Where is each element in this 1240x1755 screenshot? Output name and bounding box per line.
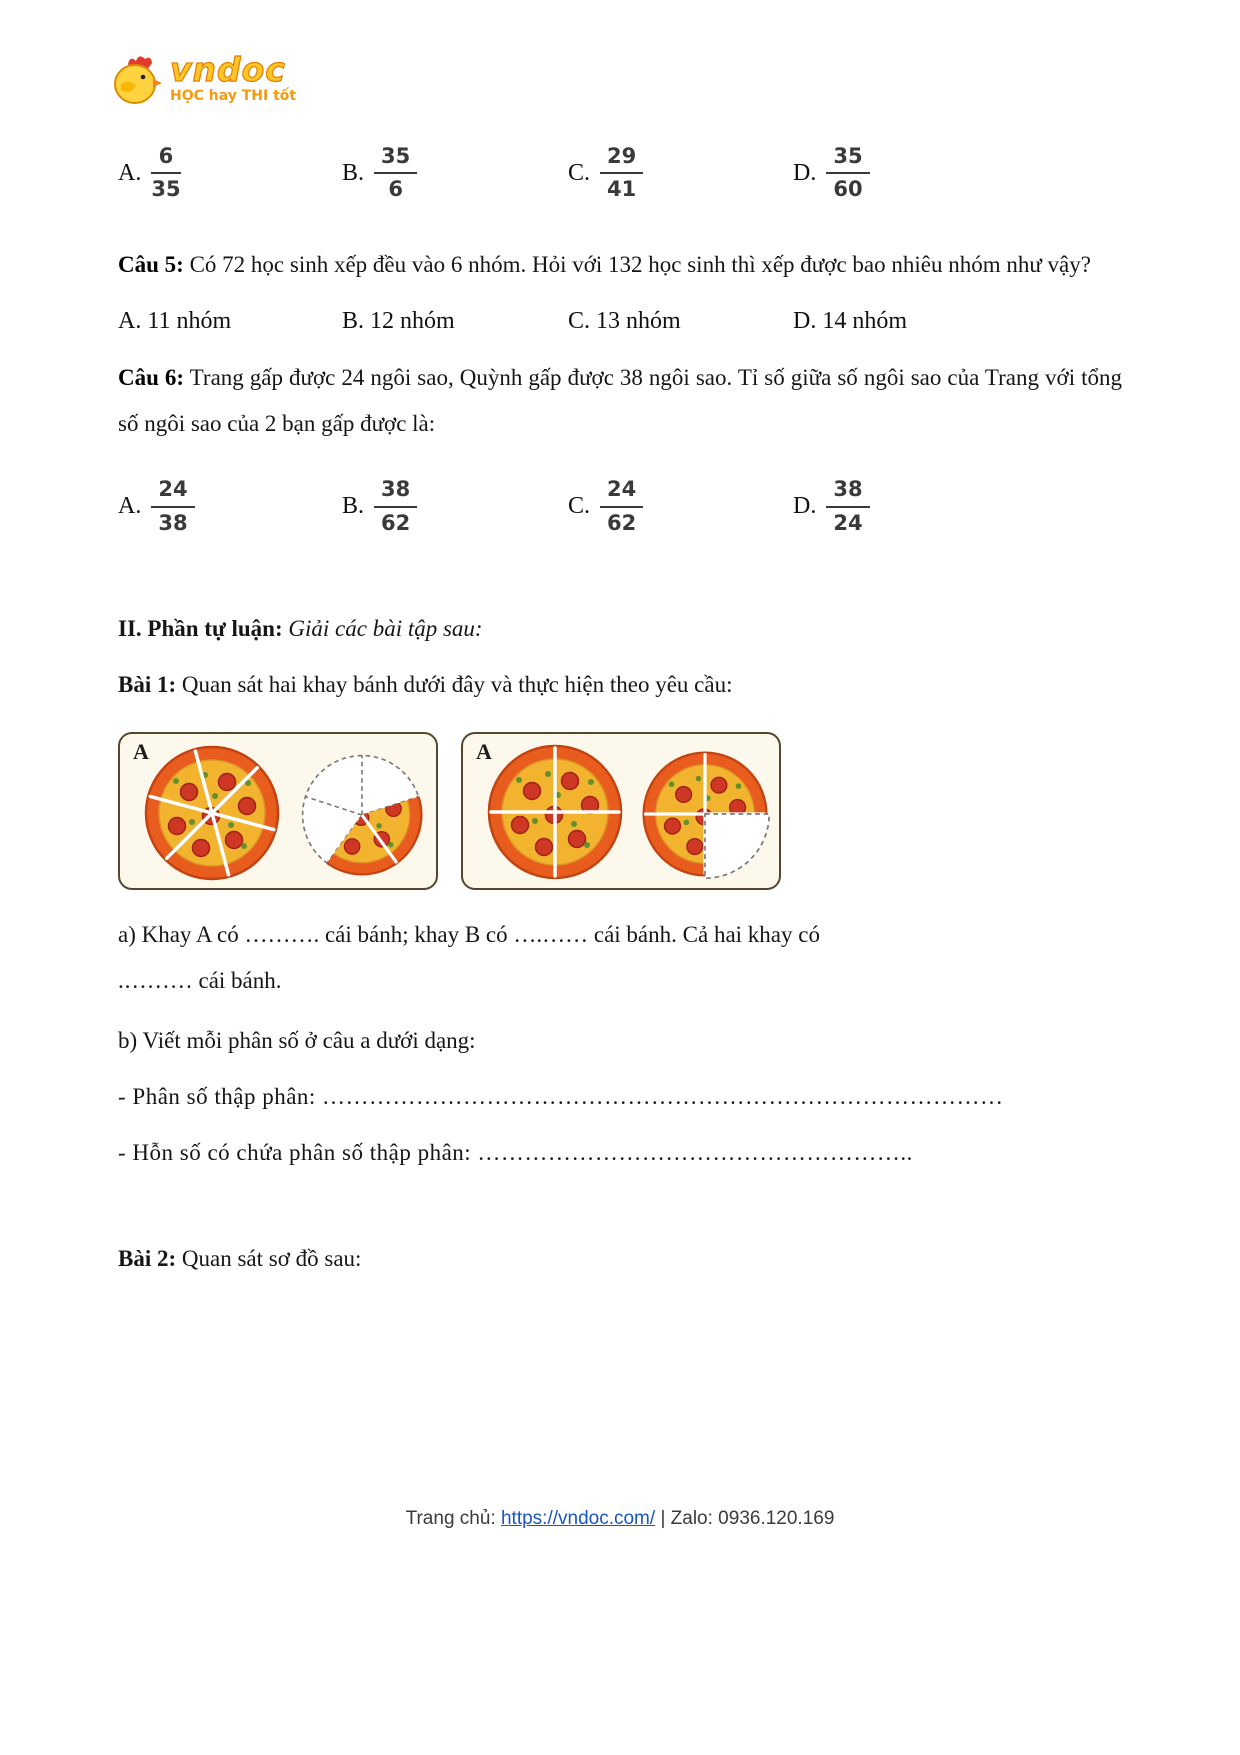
question-5-label: Câu 5: <box>118 252 184 278</box>
option-letter: A. <box>118 159 142 186</box>
vndoc-logo <box>110 0 1122 106</box>
tray-a-label: A <box>133 738 149 764</box>
option-letter: B. <box>342 159 365 186</box>
vndoc-chicken-icon <box>110 50 162 106</box>
fraction: $\frac{35}{6}$ <box>374 144 417 202</box>
section-2-label: II. Phần tự luận: <box>118 615 283 641</box>
fraction: $\frac{38}{62}$ <box>374 477 417 535</box>
option-c: C. 13 nhóm <box>568 308 681 335</box>
fraction-options-row-2 <box>118 477 1122 535</box>
page-footer <box>0 1508 1240 1530</box>
section-2-text: Giải các bài tập sau: <box>282 615 483 641</box>
tray-a-image <box>118 732 438 890</box>
exercise-1-heading <box>118 662 1122 708</box>
exercise-1b-mixed-number-blank: - Hỗn số có chứa phân số thập phân: ……………………………………………….. <box>118 1139 913 1165</box>
fraction: $\frac{35}{60}$ <box>826 144 869 202</box>
option-d: D. 14 nhóm <box>793 308 907 335</box>
question-6-text: Trang gấp được 24 ngôi sao, Quỳnh gấp được 38 ngôi sao. Tỉ số giữa số ngôi sao của Trang với tổng số ngôi sao của 2 bạn gấp được là: <box>118 365 1122 437</box>
fraction: $\frac{6}{35}$ <box>151 144 181 202</box>
exercise-1-text: Quan sát hai khay bánh dưới đây và thực hiện theo yêu cầu: <box>176 671 733 697</box>
brand-tagline: HỌC hay THI tốt <box>170 88 297 104</box>
option-a <box>118 144 342 202</box>
option-b <box>342 477 568 535</box>
tray-b-image <box>461 732 781 890</box>
fraction: $\frac{24}{38}$ <box>151 477 194 535</box>
option-letter: B. <box>342 493 365 520</box>
fraction-options-row-1 <box>118 144 1122 202</box>
question-6-label: Câu 6: <box>118 365 185 391</box>
fraction: $\frac{38}{24}$ <box>826 477 869 535</box>
tray-b-label: A <box>476 738 492 764</box>
option-letter: D. <box>793 493 817 520</box>
option-letter: A. <box>118 493 142 520</box>
option-c <box>568 477 793 535</box>
fraction: $\frac{29}{41}$ <box>600 144 643 202</box>
option-c <box>568 144 793 202</box>
tray-a-pizzas <box>120 734 436 888</box>
pizza-trays-figure <box>118 732 1122 890</box>
option-d <box>793 144 1122 202</box>
question-5-text: Có 72 học sinh xếp đều vào 6 nhóm. Hỏi với 132 học sinh thì xếp được bao nhiêu nhóm như vậy? <box>183 252 1091 278</box>
exercise-1-label: Bài 1: <box>118 671 177 697</box>
exercise-1b-decimal-fraction-blank: - Phân số thập phân: …………………………………………………………………………… <box>118 1083 1004 1109</box>
fraction: $\frac{24}{62}$ <box>600 477 643 535</box>
footer-suffix: | Zalo: 0936.120.169 <box>655 1508 835 1529</box>
exercise-1a-line1: a) Khay A có ………. cái bánh; khay B có ….…… cái bánh. Cả hai khay có <box>118 921 820 947</box>
tray-b-pizzas <box>463 734 779 888</box>
question-5-options <box>118 308 1122 335</box>
option-letter: C. <box>568 493 591 520</box>
exercise-1b-heading: b) Viết mỗi phân số ở câu a dưới dạng: <box>118 1027 476 1053</box>
question-5 <box>118 242 1122 288</box>
option-b <box>342 144 568 202</box>
option-d <box>793 477 1122 535</box>
option-a <box>118 477 342 535</box>
exercise-2-label: Bài 2: <box>118 1245 177 1271</box>
section-2-heading <box>118 606 1122 652</box>
footer-home-link[interactable]: https://vndoc.com/ <box>500 1508 656 1529</box>
question-6 <box>118 355 1122 447</box>
exercise-2-heading <box>118 1236 1122 1282</box>
brand-name: vndoc <box>170 50 286 89</box>
footer-prefix: Trang chủ: <box>405 1508 501 1529</box>
exercise-1a-line2: .……… cái bánh. <box>118 967 282 993</box>
option-letter: C. <box>568 159 591 186</box>
option-a: A. 11 nhóm <box>118 308 232 335</box>
option-letter: D. <box>793 159 817 186</box>
exercise-2-text: Quan sát sơ đồ sau: <box>176 1245 362 1271</box>
option-b: B. 12 nhóm <box>342 308 455 335</box>
